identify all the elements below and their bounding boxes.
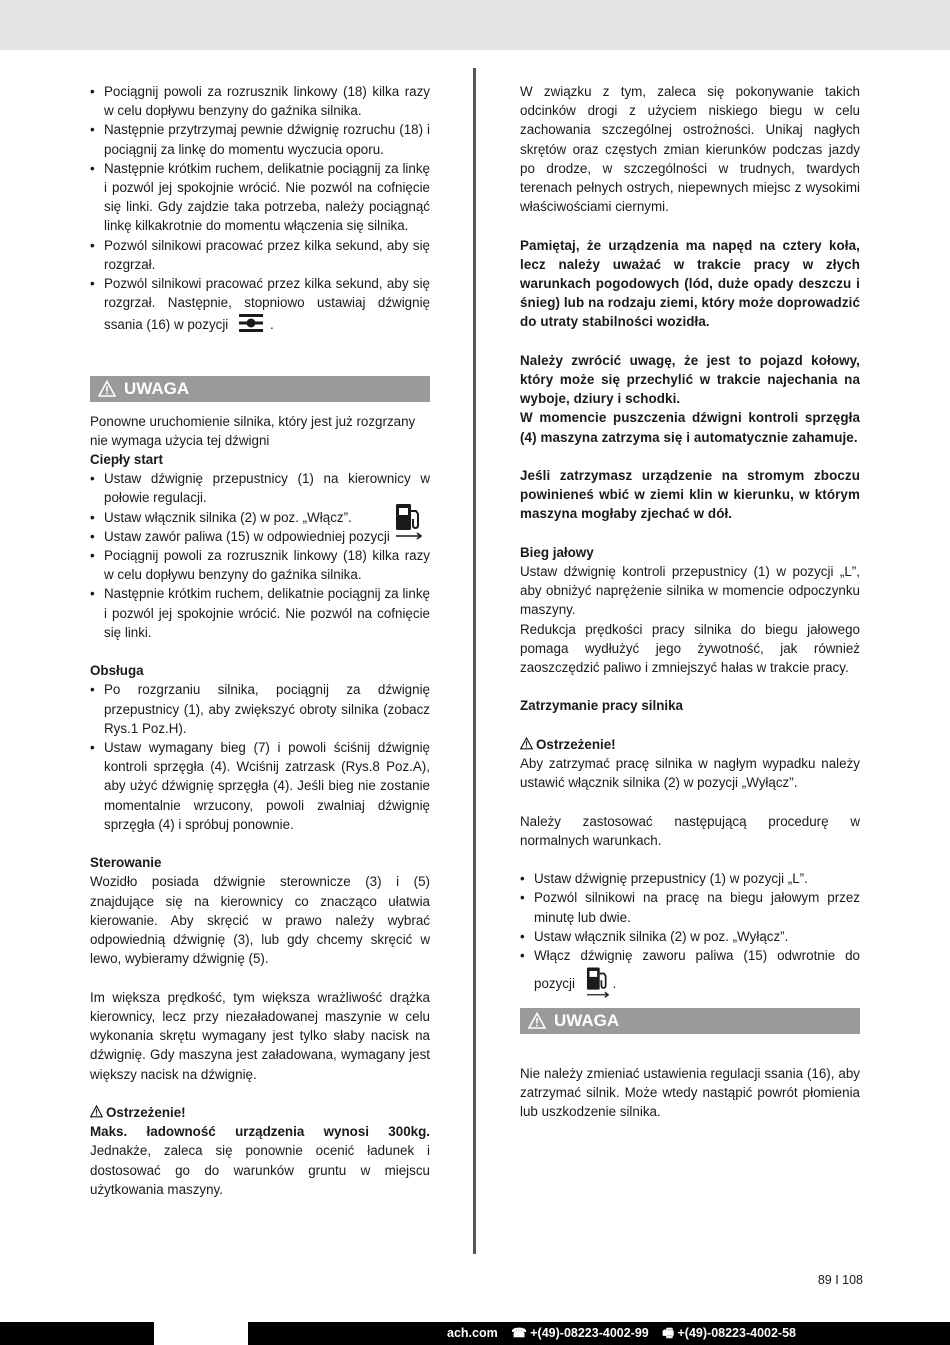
list-item: • Po rozgrzaniu silnika, pociągnij za dźwignię przepustnicy (1), aby zwiększyć obroty silnika (zobacz Rys.1 Poz.H). — [90, 680, 430, 738]
header-band — [0, 0, 950, 50]
warning-heading-label: Ostrzeżenie! — [106, 1104, 186, 1120]
list-item: • Pociągnij powoli za rozrusznik linkowy (18) kilka razy w celu dopływu benzyny do gaźnika silnika. — [90, 546, 430, 584]
list-item: • Ustaw włącznik silnika (2) w poz. „Wyłącz”. — [520, 927, 860, 946]
fuel-off-text: Włącz dźwignię zaworu paliwa (15) odwrotnie do pozycji — [534, 948, 860, 992]
max-load-rest: Jednakże, zaleca się ponownie ocenić ładunek i dostosować go do warunków gruntu w miejscu użytkowania maszyny. — [90, 1143, 430, 1197]
sterowanie-heading: Sterowanie — [90, 855, 162, 871]
list-item: • Pociągnij powoli za rozrusznik linkowy (18) kilka razy w celu dopływu benzyny do gaźnika silnika. — [90, 82, 430, 120]
obsluga-list — [90, 680, 430, 834]
footer-bar — [0, 1322, 950, 1345]
warning-triangle-icon — [90, 1104, 103, 1117]
footer-contact — [437, 1322, 796, 1345]
footer-website: ach.com — [447, 1326, 498, 1340]
intro-text: W związku z tym, zaleca się pokonywanie takich odcinków drogi z użyciem niskiego biegu w celu zachowania szczególnej ostrożności. Unikaj nagłych skrętów oraz częstych zmian kierunków podczas jazdy po drodze, w szczególności w trudnych, twardych terenach pełnych ostrych, niepewnych miejsc z wysokimi właściwościami ciernymi. — [520, 84, 860, 215]
fuel-step-text: Ustaw zawór paliwa (15) w odpowiedniej pozycji — [104, 528, 390, 544]
warning-heading-label: Ostrzeżenie! — [536, 736, 616, 752]
list-item-fuel — [90, 527, 430, 546]
choke-step-end: . — [270, 317, 274, 333]
idle-heading: Bieg jałowy — [520, 544, 594, 560]
footer-fax: 🖷 +(49)-08223-4002-58 — [662, 1326, 796, 1340]
speed-sensitivity-text: Im większa prędkość, tym większa wrażliwość drążka kierownicy, lecz przy niezaładowanej maszynie w celu wykonania skrętu wymagany jest tylko słaby nacisk na dźwignię. Gdy maszyna jest załadowana, wymagany jest większy nacisk na dźwignię. — [90, 989, 430, 1082]
obsluga-heading: Obsługa — [90, 663, 144, 679]
page-number: 89 I 108 — [817, 1273, 863, 1287]
restart-note: Ponowne uruchomienie silnika, który jest już rozgrzany nie wymaga użycia tej dźwigni — [90, 413, 416, 448]
list-item: • Ustaw dźwignię przepustnicy (1) w pozycji „L”. — [520, 869, 860, 888]
fuel-off-end: . — [612, 976, 617, 992]
choke-step-text: Pozwól silnikowi pracować przez kilka sekund, aby się rozgrzał. Następnie, stopniowo ustawiaj dźwignię ssania (16) w pozycji — [104, 276, 430, 333]
list-item: • Ustaw dźwignię przepustnicy (1) na kierownicy w połowie regulacji. — [90, 469, 430, 507]
uwaga-label: UWAGA — [554, 1011, 620, 1031]
left-column — [90, 82, 430, 1199]
procedure-text: Należy zastosować następującą procedurę w normalnych warunkach. — [520, 813, 860, 848]
idle-text-1: Ustaw dźwignię kontroli przepustnicy (1) w pozycji „L”, aby obniżyć naprężenie silnika w momencie odpoczynku maszyny. — [520, 564, 860, 618]
list-item: • Pozwól silnikowi pracować przez kilka sekund, aby się rozgrzał. — [90, 236, 430, 274]
list-item: • Ustaw włącznik silnika (2) w poz. „Włącz”. — [90, 508, 430, 527]
fuel-valve-icon — [394, 501, 424, 546]
choke-note: Nie należy zmieniać ustawienia regulacji ssania (16), aby zatrzymać silnik. Może wtedy nastąpić powrót płomienia lub uszkodzenie silnika. — [520, 1065, 860, 1120]
choke-position-icon — [238, 312, 264, 339]
warning-triangle-icon — [98, 380, 116, 398]
list-item: • Następnie przytrzymaj pewnie dźwignię rozruchu (18) i pociągnij za linkę do momentu wyczucia oporu. — [90, 120, 430, 158]
footer-phone: ☎ +(49)-08223-4002-99 — [511, 1326, 649, 1340]
warning-heading — [90, 1103, 430, 1122]
max-load-bold: Maks. ładowność urządzenia wynosi 300kg. — [90, 1124, 430, 1140]
uwaga-label: UWAGA — [124, 378, 190, 398]
stop-heading: Zatrzymanie pracy silnika — [520, 698, 683, 714]
uwaga-banner — [520, 1008, 860, 1034]
footer-block-left — [0, 1322, 154, 1345]
slope-note: Jeśli zatrzymasz urządzenie na stromym zboczu powinieneś wbić w ziemi klin w kierunku, w którym maszyna mogłaby zjechać w dół. — [520, 468, 860, 522]
list-item: • Następnie krótkim ruchem, delikatnie pociągnij za linkę i pozwól jej spokojnie wrócić. Nie pozwól na cofnięcie się linki. — [90, 584, 430, 642]
right-column — [520, 82, 860, 1121]
warning-triangle-icon — [520, 736, 533, 749]
four-wheel-drive-note: Pamiętaj, że urządzenia ma napęd na cztery koła, lecz należy uważać w trakcie pracy w złych warunkach pogodowych (lód, duże opady deszczu i śnieg) lub na rodzaju ziemi, który może doprowadzić do utraty stabilności wozidła. — [520, 237, 860, 330]
list-item-choke — [90, 274, 430, 340]
emergency-stop-text: Aby zatrzymać pracę silnika w nagłym wypadku należy ustawić włącznik silnika (2) w pozycji „Wyłącz”. — [520, 756, 860, 791]
max-load-text — [90, 1122, 430, 1199]
idle-text-2: Redukcja prędkości pracy silnika do biegu jałowego pomaga wydłużyć jego żywotność, jak również zaoszczędzić paliwo i zmniejszyć hałas w trakcie pracy. — [520, 621, 860, 676]
start-steps-list — [90, 82, 430, 340]
stop-steps-list — [520, 869, 860, 1004]
warm-start-list — [90, 469, 430, 642]
clutch-release-note: W momencie puszczenia dźwigni kontroli sprzęgła (4) maszyna zatrzyma się i automatycznie zahamuje. — [520, 410, 860, 445]
warning-heading — [520, 735, 860, 754]
warning-triangle-icon — [528, 1012, 546, 1030]
tipping-note: Należy zwrócić uwagę, że jest to pojazd kołowy, który może się przechylić w trakcie najechania na wyboje, dziury i schodki. — [520, 352, 860, 407]
column-divider — [473, 68, 476, 1254]
uwaga-banner — [90, 376, 430, 402]
list-item-fuel-off — [520, 946, 860, 1004]
list-item: • Następnie krótkim ruchem, delikatnie pociągnij za linkę i pozwól jej spokojnie wrócić. Nie pozwól na cofnięcie się linki. Gdy zajdzie taka potrzeba, należy pociągnąć linkę kilkakrotnie do momentu włączenia się silnika. — [90, 159, 430, 236]
list-item: • Ustaw wymagany bieg (7) i powoli ściśnij dźwignię kontroli sprzęgła (4). Wciśnij zatrzask (Rys.8 Poz.A), aby użyć dźwignię sprzęgła (4). Jeśli bieg nie zostanie momentalnie wrzucony, powoli zwalniaj dźwignię sprzęgła (4) i spróbuj ponownie. — [90, 738, 430, 834]
sterowanie-text: Wozidło posiada dźwignie sterownicze (3) i (5) znajdujące się na kierownicy co znacząco ułatwia kierowanie. Aby skręcić w prawo należy wybrać odpowiednią dźwignię (3), lub gdy chcemy skręcić w lewo, wybieramy dźwignię (5). — [90, 874, 430, 967]
list-item: • Pozwól silnikowi na pracę na biegu jałowym przez minutę lub dwie. — [520, 888, 860, 926]
fuel-valve-icon — [585, 965, 611, 1004]
warm-start-heading: Ciepły start — [90, 452, 163, 468]
